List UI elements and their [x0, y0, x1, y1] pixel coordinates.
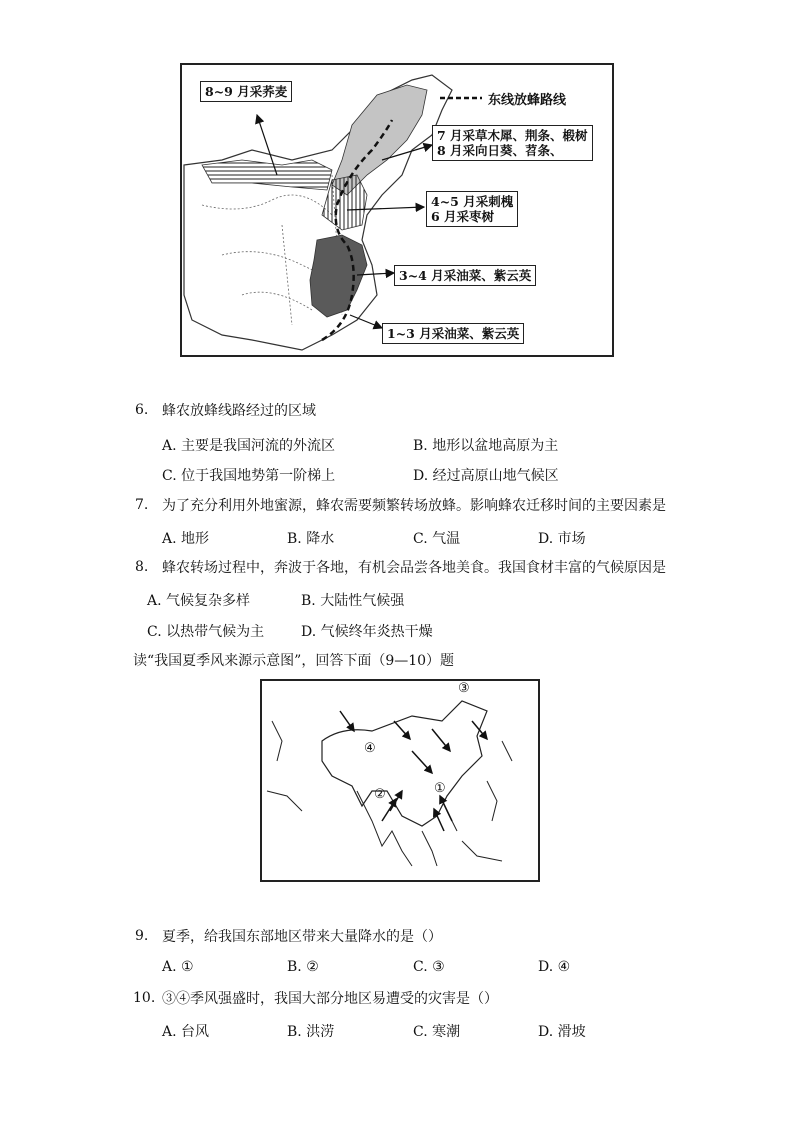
option: A. 气候复杂多样 — [147, 593, 251, 609]
question-number: 10. — [133, 990, 156, 1006]
legend-east-route: 东线放蜂路线 — [488, 93, 567, 108]
option: D. 市场 — [538, 531, 586, 547]
option: D. 滑坡 — [538, 1024, 586, 1040]
question-text: 蜂农放蜂线路经过的区域 — [162, 403, 316, 419]
option: A. 主要是我国河流的外流区 — [162, 438, 336, 454]
label-text: 4~5 月采刺槐 — [431, 194, 514, 209]
option: C. 以热带气候为主 — [147, 624, 265, 640]
summer-monsoon-map — [260, 679, 540, 882]
label-locust — [426, 191, 518, 227]
option: A. 地形 — [162, 531, 210, 547]
china-map-drawing — [182, 65, 614, 357]
label-text: 7 月采草木犀、荆条、椴树 — [437, 128, 588, 143]
option: B. 降水 — [287, 531, 335, 547]
marker-2: ② — [374, 787, 386, 802]
question-text: 为了充分利用外地蜜源，蜂农需要频繁转场放蜂。影响蜂农迁移时间的主要因素是 — [162, 498, 666, 514]
label-rapeseed-1: 3~4 月采油菜、紫云英 — [394, 265, 536, 286]
label-north-east — [432, 125, 593, 161]
bee-route-map — [180, 63, 614, 357]
option: B. 洪涝 — [287, 1024, 335, 1040]
option: B. 地形以盆地高原为主 — [413, 438, 559, 454]
question-number: 7. — [135, 497, 149, 513]
question-text: 夏季，给我国东部地区带来大量降水的是（） — [162, 929, 442, 945]
label-buckwheat: 8~9 月采荞麦 — [200, 81, 292, 102]
question-number: 8. — [135, 559, 149, 575]
option: D. 气候终年炎热干燥 — [301, 624, 433, 640]
marker-4: ④ — [364, 741, 376, 756]
question-number: 9. — [135, 928, 149, 944]
option: A. ① — [162, 959, 194, 975]
option: C. 气温 — [413, 531, 461, 547]
option: B. 大陆性气候强 — [301, 593, 405, 609]
label-rapeseed-2: 1~3 月采油菜、紫云英 — [382, 323, 524, 344]
option: D. 经过高原山地气候区 — [413, 468, 559, 484]
label-text: 8 月采向日葵、苕条、 — [437, 143, 563, 158]
option: A. 台风 — [162, 1024, 210, 1040]
option: B. ② — [287, 959, 319, 975]
marker-1: ① — [434, 781, 446, 796]
option: C. ③ — [413, 959, 445, 975]
section-intro: 读“我国夏季风来源示意图”，回答下面（9—10）题 — [133, 653, 455, 669]
option: D. ④ — [538, 959, 571, 975]
option: C. 寒潮 — [413, 1024, 461, 1040]
question-text: 蜂农转场过程中，奔波于各地，有机会品尝各地美食。我国食材丰富的气候原因是 — [162, 560, 666, 576]
question-text: ③④季风强盛时，我国大部分地区易遭受的灾害是（） — [162, 991, 498, 1007]
label-text: 6 月采枣树 — [431, 209, 495, 224]
marker-3: ③ — [458, 681, 470, 696]
option: C. 位于我国地势第一阶梯上 — [162, 468, 336, 484]
asia-map-drawing — [262, 681, 540, 882]
question-number: 6. — [135, 402, 149, 418]
